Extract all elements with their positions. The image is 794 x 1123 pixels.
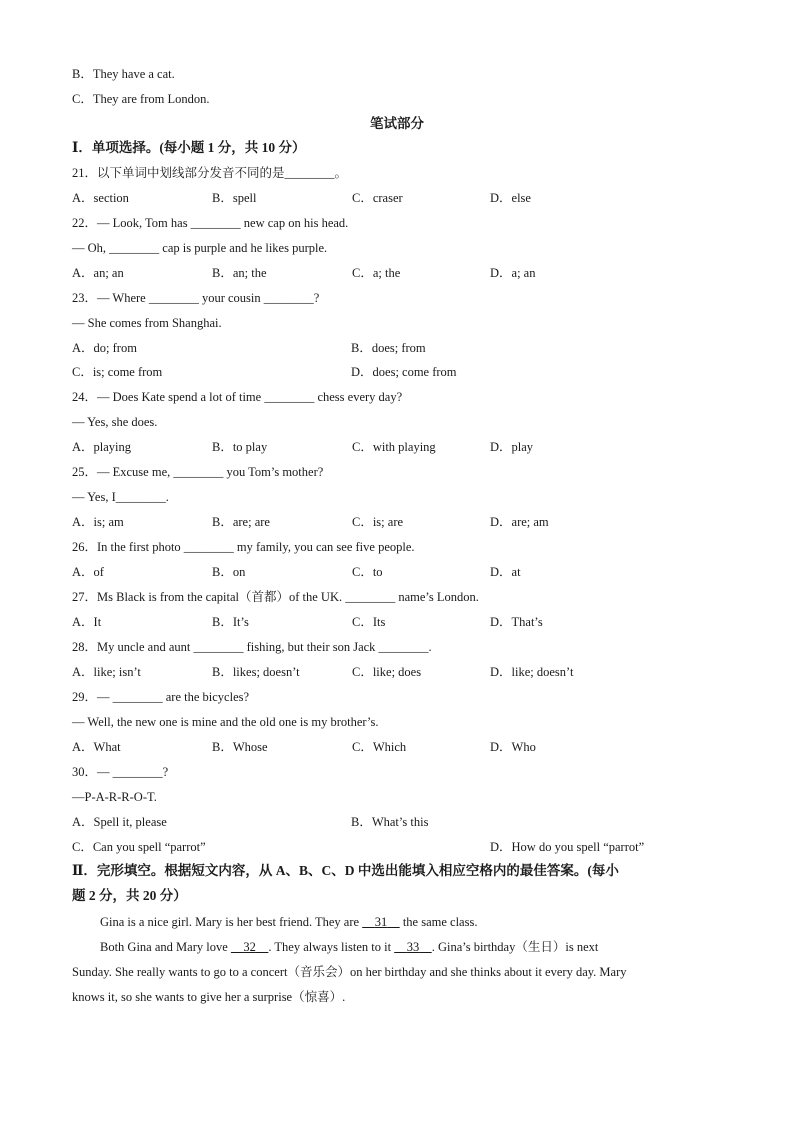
- blank-31: [362, 915, 400, 929]
- listening-option-c: C．They are from London.: [72, 92, 210, 106]
- q30-reply: —P-A-R-R-O-T.: [72, 790, 157, 804]
- q23-stem: 23．— Where ________ your cousin ________?: [72, 291, 320, 305]
- q30-option-d: D．How do you spell “parrot”: [490, 840, 645, 854]
- q21-option-a: A．section: [72, 191, 129, 205]
- passage-line3: Sunday. She really wants to go to a concert（音乐会）on her birthday and she thinks about it every day. Mary: [72, 965, 627, 979]
- q25-option-a: A．is; am: [72, 515, 124, 529]
- q29-option-d: D．Who: [490, 740, 536, 754]
- passage-text: the same class.: [399, 915, 478, 929]
- listening-option-b: B．They have a cat.: [72, 67, 175, 81]
- q30-stem: 30．— ________?: [72, 765, 169, 779]
- blank-33-number: 33: [406, 940, 420, 954]
- q26-option-b: B．on: [212, 565, 246, 579]
- q26-option-a: A．of: [72, 565, 104, 579]
- blank-32-number: 32: [243, 940, 256, 954]
- q29-reply: — Well, the new one is mine and the old one is my brother’s.: [72, 715, 379, 729]
- q30-option-a: A．Spell it, please: [72, 815, 167, 829]
- q30-option-b: B．What’s this: [351, 815, 429, 829]
- q22-option-b: B．an; the: [212, 266, 267, 280]
- q24-stem: 24．— Does Kate spend a lot of time ________ chess every day?: [72, 390, 403, 404]
- written-part-title: 笔试部分: [370, 116, 424, 131]
- q26-option-c: C．to: [352, 565, 383, 579]
- q28-option-d: D．like; doesn’t: [490, 665, 574, 679]
- q26-option-d: D．at: [490, 565, 521, 579]
- passage-line1: [100, 914, 477, 930]
- q21-option-d: D．else: [490, 191, 531, 205]
- q25-reply: — Yes, I________.: [72, 490, 169, 504]
- q28-option-a: A．like; isn’t: [72, 665, 141, 679]
- blank-32: [231, 940, 269, 954]
- q22-reply: — Oh, ________ cap is purple and he likes purple.: [72, 241, 328, 255]
- q23-option-a: A．do; from: [72, 341, 137, 355]
- q24-reply: — Yes, she does.: [72, 415, 158, 429]
- section1-title: Ⅰ．单项选择。(每小题 1 分，共 10 分）: [72, 140, 306, 155]
- q27-option-b: B．It’s: [212, 615, 249, 629]
- q21-option-b: B．spell: [212, 191, 257, 205]
- passage-line4: knows it, so she wants to give her a surprise（惊喜）.: [72, 990, 346, 1004]
- q22-stem: 22．— Look, Tom has ________ new cap on his head.: [72, 216, 349, 230]
- q29-stem: 29．— ________ are the bicycles?: [72, 690, 250, 704]
- passage-text: . They always listen to it: [268, 940, 395, 954]
- passage-line2: [100, 939, 598, 955]
- q24-option-c: C．with playing: [352, 440, 436, 454]
- q24-option-d: D．play: [490, 440, 534, 454]
- blank-33: [394, 940, 432, 954]
- q29-option-c: C．Which: [352, 740, 407, 754]
- q30-option-c: C．Can you spell “parrot”: [72, 840, 206, 854]
- section2-title-line1: Ⅱ．完形填空。根据短文内容，从 A、B、C、D 中选出能填入相应空格内的最佳答案。(每小: [72, 863, 619, 878]
- q22-option-a: A．an; an: [72, 266, 124, 280]
- q26-stem: 26．In the first photo ________ my family, you can see five people.: [72, 540, 415, 554]
- q23-option-c: C．is; come from: [72, 365, 163, 379]
- passage-text: Gina is a nice girl. Mary is her best friend. They are: [100, 915, 363, 929]
- section2-title-line2: 题 2 分，共 20 分）: [72, 888, 187, 903]
- passage-text: . Gina’s birthday（生日）is next: [431, 940, 599, 954]
- q25-option-b: B．are; are: [212, 515, 270, 529]
- q25-option-d: D．are; am: [490, 515, 549, 529]
- q21-option-c: C．craser: [352, 191, 403, 205]
- q27-stem: 27．Ms Black is from the capital（首都）of the UK. ________ name’s London.: [72, 590, 479, 604]
- q25-stem: 25．— Excuse me, ________ you Tom’s mother?: [72, 465, 324, 479]
- passage-text: Both Gina and Mary love: [100, 940, 231, 954]
- q22-option-c: C．a; the: [352, 266, 401, 280]
- q23-option-d: D．does; come from: [351, 365, 457, 379]
- q27-option-d: D．That’s: [490, 615, 543, 629]
- q28-option-b: B．likes; doesn’t: [212, 665, 300, 679]
- q27-option-c: C．Its: [352, 615, 386, 629]
- q27-option-a: A．It: [72, 615, 102, 629]
- q24-option-b: B．to play: [212, 440, 268, 454]
- q29-option-a: A．What: [72, 740, 121, 754]
- q23-option-b: B．does; from: [351, 341, 426, 355]
- q28-option-c: C．like; does: [352, 665, 422, 679]
- q24-option-a: A．playing: [72, 440, 132, 454]
- q28-stem: 28．My uncle and aunt ________ fishing, but their son Jack ________.: [72, 640, 432, 654]
- blank-31-number: 31: [374, 915, 388, 929]
- q22-option-d: D．a; an: [490, 266, 536, 280]
- q25-option-c: C．is; are: [352, 515, 404, 529]
- q29-option-b: B．Whose: [212, 740, 268, 754]
- q23-reply: — She comes from Shanghai.: [72, 316, 222, 330]
- q21-stem: 21．以下单词中划线部分发音不同的是________。: [72, 166, 348, 180]
